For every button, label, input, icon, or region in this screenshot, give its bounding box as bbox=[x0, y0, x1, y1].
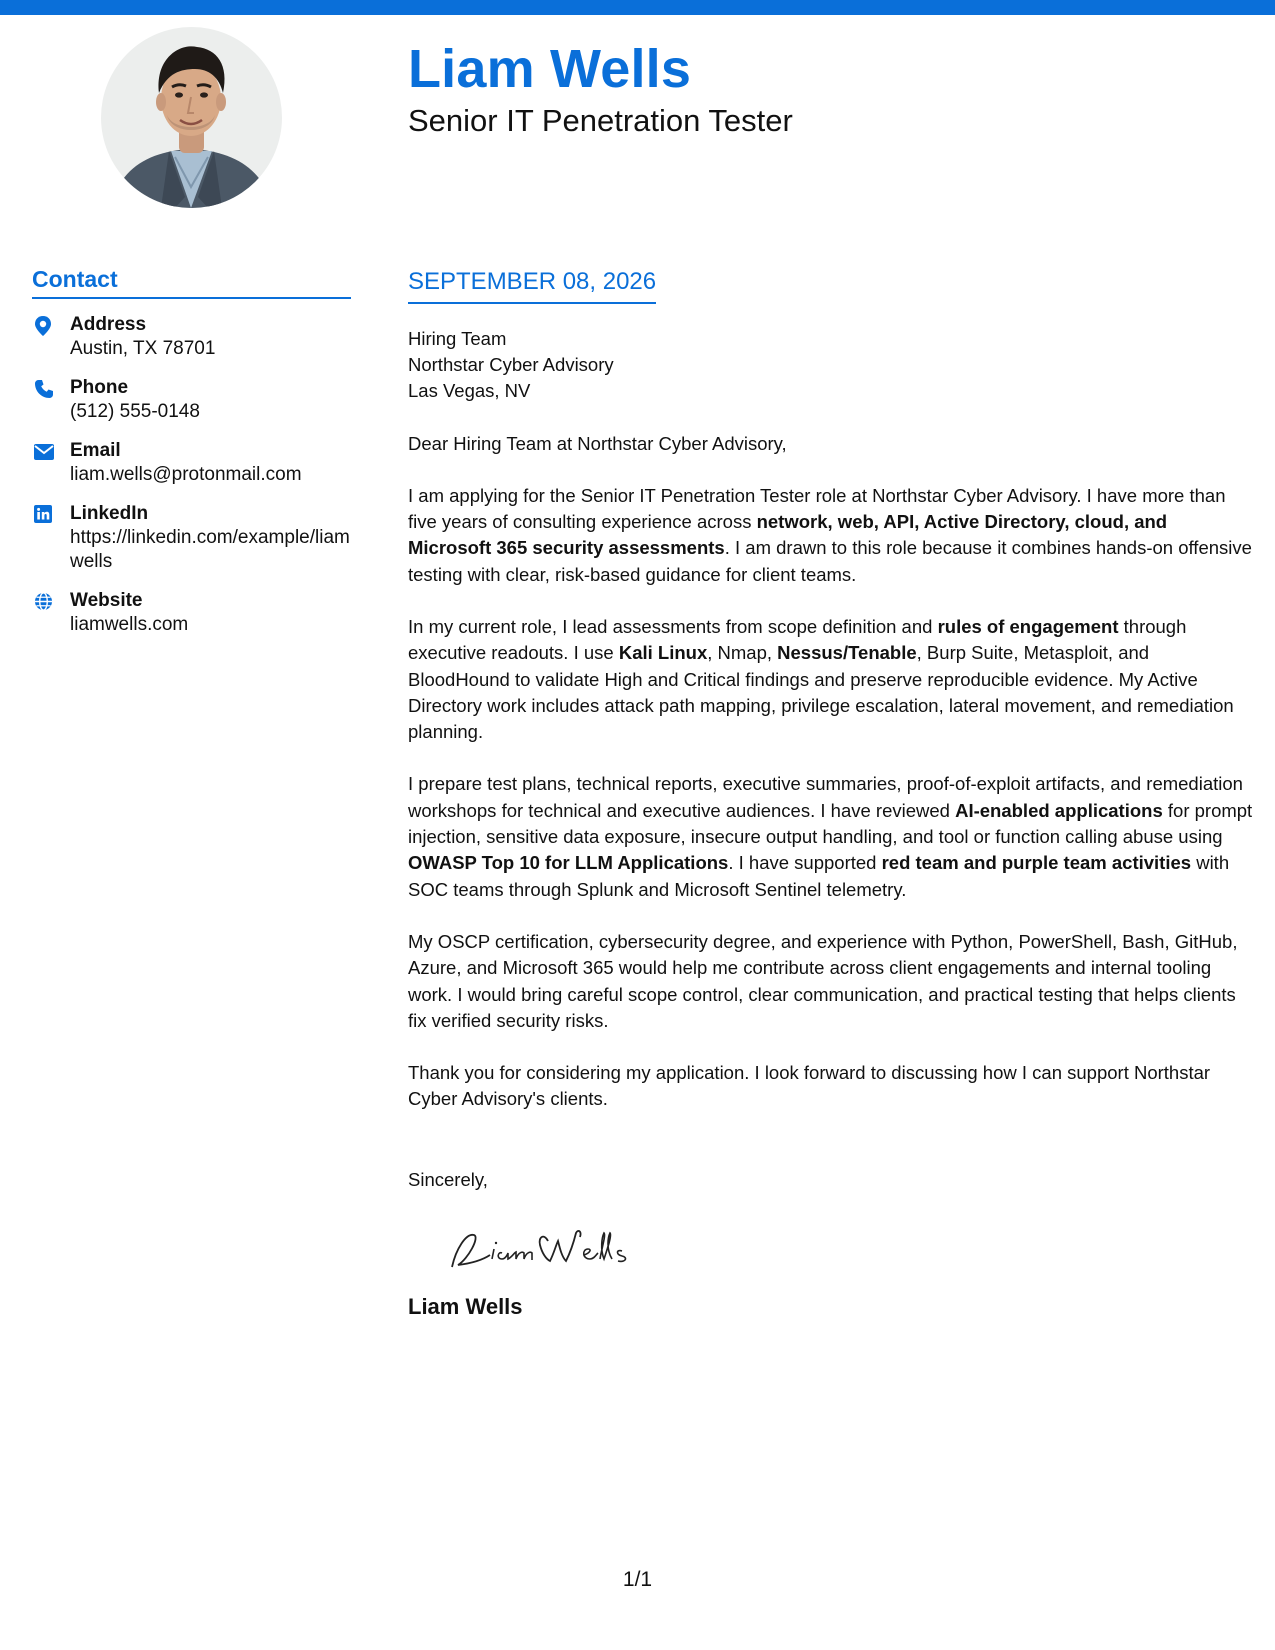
cover-letter-body bbox=[408, 268, 1253, 1321]
phone-icon bbox=[32, 376, 70, 404]
letter-paragraph bbox=[408, 614, 1253, 745]
paragraph-text: Thank you for considering my application. I look forward to discussing how I can support Northstar Cyber Advisory's clients. bbox=[408, 1062, 1211, 1110]
paragraph-text: I am applying for the Senior IT Penetration Tester role at Northstar Cyber Advisory. I have more than five years of consulting experience across bbox=[408, 484, 1226, 533]
salutation: Dear Hiring Team at Northstar Cyber Advisory, bbox=[408, 432, 787, 454]
contact-label: LinkedIn bbox=[70, 502, 149, 524]
paragraph-text: . I have supported bbox=[728, 852, 882, 874]
contact-label: Phone bbox=[70, 376, 129, 398]
paragraph-text: In my current role, I lead assessments from scope definition and bbox=[408, 615, 938, 637]
paragraph-text: , Nmap, bbox=[707, 642, 778, 664]
emphasized-text: Kali Linux bbox=[618, 642, 708, 664]
emphasized-text: AI-enabled applications bbox=[955, 799, 1163, 821]
address-value: Austin, TX 78701 bbox=[70, 337, 216, 359]
globe-icon bbox=[32, 589, 70, 616]
paragraph-text: with SOC teams through Splunk and Microsoft Sentinel telemetry. bbox=[408, 852, 1230, 900]
contact-sidebar bbox=[32, 266, 351, 652]
recipient-line: Northstar Cyber Advisory bbox=[408, 353, 614, 375]
closing: Sincerely, bbox=[408, 1168, 488, 1190]
recipient-block bbox=[408, 326, 1253, 404]
recipient-line: Hiring Team bbox=[408, 327, 507, 349]
linkedin-link[interactable]: https://linkedin.com/example/liamwells bbox=[70, 526, 350, 572]
top-accent-bar bbox=[0, 0, 1275, 15]
letter-paragraph bbox=[408, 483, 1253, 588]
paragraph-text: . I am drawn to this role because it combines hands-on offensive testing with clear, risk-based guidance for client teams. bbox=[408, 537, 1252, 585]
linkedin-icon bbox=[32, 502, 70, 528]
recipient-line: Las Vegas, NV bbox=[408, 379, 531, 401]
page-number: 1/1 bbox=[622, 1568, 653, 1591]
paragraph-text: for prompt injection, sensitive data exposure, insecure output handling, and tool or function calling abuse using bbox=[408, 799, 1253, 848]
paragraph-text: I prepare test plans, technical reports, executive summaries, proof-of-exploit artifacts, and remediation workshops for technical and executive audiences. I have reviewed bbox=[408, 773, 1243, 821]
letter-paragraph bbox=[408, 771, 1253, 902]
contact-item-website bbox=[32, 589, 351, 637]
contact-item-address bbox=[32, 313, 351, 361]
contact-label: Website bbox=[70, 589, 143, 611]
envelope-icon bbox=[32, 439, 70, 465]
profile-photo bbox=[101, 27, 282, 208]
letter-paragraph bbox=[408, 1060, 1253, 1113]
emphasized-text: network, web, API, Active Directory, cloud, and Microsoft 365 security assessments bbox=[408, 511, 1168, 559]
emphasized-text: rules of engagement bbox=[937, 615, 1119, 637]
letter-paragraph bbox=[408, 929, 1253, 1034]
phone-value[interactable]: (512) 555-0148 bbox=[70, 400, 200, 422]
letter-date: SEPTEMBER 08, 2026 bbox=[408, 268, 656, 304]
contact-item-linkedin bbox=[32, 502, 351, 574]
candidate-name: Liam Wells bbox=[408, 39, 692, 99]
paragraph-text: through executive readouts. I use bbox=[408, 615, 1187, 664]
website-link[interactable]: liamwells.com bbox=[70, 613, 189, 635]
job-title: Senior IT Penetration Tester bbox=[408, 103, 793, 138]
email-link[interactable]: liam.wells@protonmail.com bbox=[70, 463, 302, 485]
paragraph-text: My OSCP certification, cybersecurity degree, and experience with Python, PowerShell, Bash, GitHub, Azure, and Microsoft 365 would help me contribute across client engagements and internal tooling work. I would bring careful scope control, clear communication, and practical testing that helps clients fix verified security risks. bbox=[408, 930, 1238, 1031]
emphasized-text: Nessus/Tenable bbox=[777, 642, 917, 664]
emphasized-text: OWASP Top 10 for LLM Applications bbox=[408, 852, 729, 874]
contact-item-email bbox=[32, 439, 351, 487]
letter-paragraphs bbox=[408, 483, 1253, 1113]
contact-label: Address bbox=[70, 313, 147, 335]
signer-name: Liam Wells bbox=[408, 1293, 523, 1319]
paragraph-text: , Burp Suite, Metasploit, and BloodHound to validate High and Critical findings and preserve reproducible evidence. My Active Directory work includes attack path mapping, privilege escalation, lateral movement, and remediation planning. bbox=[408, 642, 1234, 743]
contact-label: Email bbox=[70, 439, 121, 461]
contact-list bbox=[32, 313, 351, 637]
handwritten-signature bbox=[444, 1219, 1253, 1279]
location-pin-icon bbox=[32, 313, 70, 341]
contact-heading: Contact bbox=[32, 266, 351, 299]
emphasized-text: red team and purple team activities bbox=[881, 852, 1192, 874]
contact-item-phone bbox=[32, 376, 351, 424]
